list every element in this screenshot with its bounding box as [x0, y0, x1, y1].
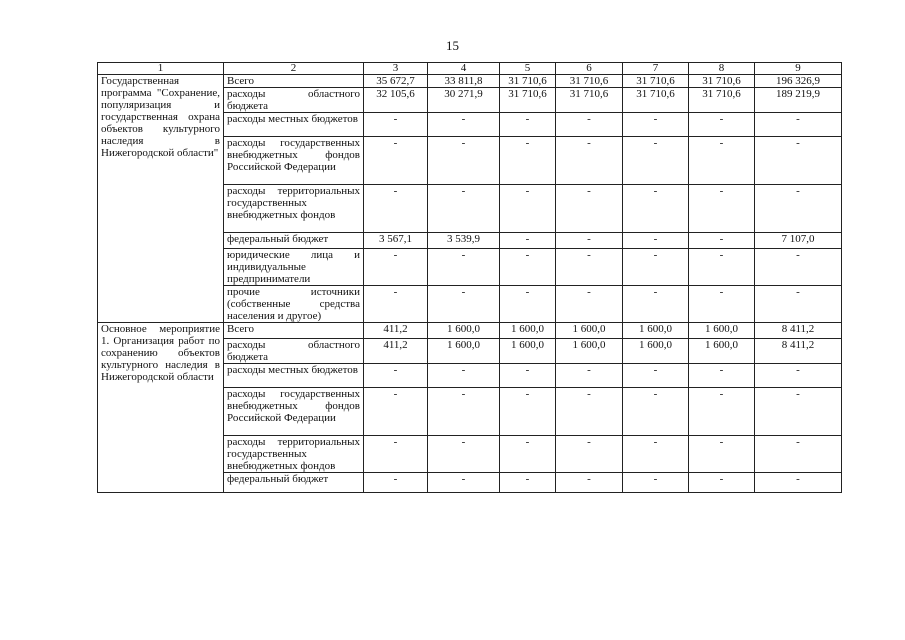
column-header: 2 [224, 63, 364, 75]
amount-cell: - [364, 388, 428, 436]
amount-cell: - [364, 113, 428, 137]
amount-cell: - [623, 249, 689, 286]
amount-cell: 189 219,9 [755, 88, 842, 113]
amount-cell: - [364, 249, 428, 286]
funding-source: федеральный бюджет [224, 233, 364, 249]
funding-source: расходы местных бюджетов [224, 364, 364, 388]
amount-cell: - [500, 473, 556, 493]
amount-cell: 33 811,8 [428, 75, 500, 88]
amount-cell: - [556, 249, 623, 286]
amount-cell: 1 600,0 [623, 323, 689, 339]
amount-cell: - [689, 436, 755, 473]
amount-cell: - [428, 473, 500, 493]
funding-source: юридические лица и индивидуальные предприниматели [224, 249, 364, 286]
amount-cell: - [500, 113, 556, 137]
amount-cell: 1 600,0 [556, 339, 623, 364]
amount-cell: - [689, 137, 755, 185]
amount-cell: - [364, 473, 428, 493]
amount-cell: 1 600,0 [428, 339, 500, 364]
amount-cell: - [755, 113, 842, 137]
amount-cell: - [500, 364, 556, 388]
amount-cell: - [755, 388, 842, 436]
funding-source: Всего [224, 323, 364, 339]
amount-cell: - [428, 185, 500, 233]
amount-cell: 196 326,9 [755, 75, 842, 88]
amount-cell: 7 107,0 [755, 233, 842, 249]
amount-cell: - [755, 473, 842, 493]
amount-cell: - [500, 233, 556, 249]
amount-cell: - [428, 364, 500, 388]
column-header: 1 [98, 63, 224, 75]
funding-source: расходы государственных внебюджетных фондов Российской Федерации [224, 137, 364, 185]
amount-cell: - [755, 286, 842, 323]
amount-cell: - [556, 388, 623, 436]
funding-source: расходы местных бюджетов [224, 113, 364, 137]
amount-cell: 31 710,6 [556, 75, 623, 88]
amount-cell: - [556, 364, 623, 388]
amount-cell: - [556, 436, 623, 473]
funding-source: прочие источники (собственные средства населения и другое) [224, 286, 364, 323]
amount-cell: - [364, 436, 428, 473]
amount-cell: - [500, 436, 556, 473]
amount-cell: - [623, 388, 689, 436]
amount-cell: - [556, 113, 623, 137]
amount-cell: 1 600,0 [689, 339, 755, 364]
page-number: 15 [446, 38, 459, 53]
amount-cell: 35 672,7 [364, 75, 428, 88]
amount-cell: - [500, 388, 556, 436]
amount-cell: 31 710,6 [689, 88, 755, 113]
amount-cell: - [689, 388, 755, 436]
header-row [98, 63, 842, 75]
amount-cell: 31 710,6 [689, 75, 755, 88]
amount-cell: 31 710,6 [500, 75, 556, 88]
program-title: Государственная программа "Сохранение, популяризация и государственная охрана объектов культурного наследия в Нижегородской области" [98, 75, 224, 323]
amount-cell: - [556, 286, 623, 323]
amount-cell: - [556, 185, 623, 233]
table-row [98, 75, 842, 88]
amount-cell: - [623, 436, 689, 473]
amount-cell: 1 600,0 [428, 323, 500, 339]
funding-source: Всего [224, 75, 364, 88]
amount-cell: - [755, 436, 842, 473]
amount-cell: 8 411,2 [755, 339, 842, 364]
amount-cell: 1 600,0 [623, 339, 689, 364]
amount-cell: - [623, 113, 689, 137]
amount-cell: - [428, 436, 500, 473]
amount-cell: - [428, 137, 500, 185]
amount-cell: 31 710,6 [623, 88, 689, 113]
budget-table [97, 62, 842, 493]
amount-cell: 1 600,0 [500, 323, 556, 339]
amount-cell: - [556, 473, 623, 493]
table-row [98, 323, 842, 339]
amount-cell: - [689, 286, 755, 323]
amount-cell: - [500, 249, 556, 286]
amount-cell: - [755, 185, 842, 233]
column-header: 4 [428, 63, 500, 75]
funding-source: федеральный бюджет [224, 473, 364, 493]
amount-cell: - [428, 113, 500, 137]
amount-cell: 1 600,0 [689, 323, 755, 339]
amount-cell: - [623, 473, 689, 493]
amount-cell: - [689, 113, 755, 137]
amount-cell: 411,2 [364, 339, 428, 364]
amount-cell: - [623, 286, 689, 323]
amount-cell: - [623, 137, 689, 185]
column-header: 5 [500, 63, 556, 75]
amount-cell: - [689, 364, 755, 388]
funding-source: расходы областного бюджета [224, 339, 364, 364]
amount-cell: 30 271,9 [428, 88, 500, 113]
amount-cell: 31 710,6 [556, 88, 623, 113]
table-body [98, 75, 842, 493]
column-header: 8 [689, 63, 755, 75]
amount-cell: - [500, 137, 556, 185]
amount-cell: 411,2 [364, 323, 428, 339]
amount-cell: - [689, 249, 755, 286]
amount-cell: - [428, 286, 500, 323]
column-header: 7 [623, 63, 689, 75]
amount-cell: 31 710,6 [500, 88, 556, 113]
amount-cell: 3 567,1 [364, 233, 428, 249]
amount-cell: - [689, 233, 755, 249]
amount-cell: - [556, 137, 623, 185]
funding-source: расходы государственных внебюджетных фондов Российской Федерации [224, 388, 364, 436]
amount-cell: - [755, 137, 842, 185]
amount-cell: - [364, 286, 428, 323]
activity-title: Основное мероприятие 1. Организация работ по сохранению объектов культурного наследия в Нижегородской области [98, 323, 224, 493]
amount-cell: - [623, 364, 689, 388]
amount-cell: 8 411,2 [755, 323, 842, 339]
amount-cell: - [623, 185, 689, 233]
funding-source: расходы территориальных государственных внебюджетных фондов [224, 436, 364, 473]
amount-cell: - [428, 249, 500, 286]
column-header: 6 [556, 63, 623, 75]
amount-cell: - [428, 388, 500, 436]
amount-cell: - [556, 233, 623, 249]
table-header [98, 63, 842, 75]
amount-cell: 1 600,0 [500, 339, 556, 364]
amount-cell: 3 539,9 [428, 233, 500, 249]
amount-cell: 1 600,0 [556, 323, 623, 339]
column-header: 3 [364, 63, 428, 75]
amount-cell: - [364, 185, 428, 233]
funding-source: расходы территориальных государственных внебюджетных фондов [224, 185, 364, 233]
amount-cell: 31 710,6 [623, 75, 689, 88]
amount-cell: - [364, 364, 428, 388]
amount-cell: 32 105,6 [364, 88, 428, 113]
amount-cell: - [689, 473, 755, 493]
amount-cell: - [689, 185, 755, 233]
column-header: 9 [755, 63, 842, 75]
amount-cell: - [364, 137, 428, 185]
amount-cell: - [500, 185, 556, 233]
amount-cell: - [755, 249, 842, 286]
amount-cell: - [623, 233, 689, 249]
funding-source: расходы областного бюджета [224, 88, 364, 113]
amount-cell: - [500, 286, 556, 323]
amount-cell: - [755, 364, 842, 388]
